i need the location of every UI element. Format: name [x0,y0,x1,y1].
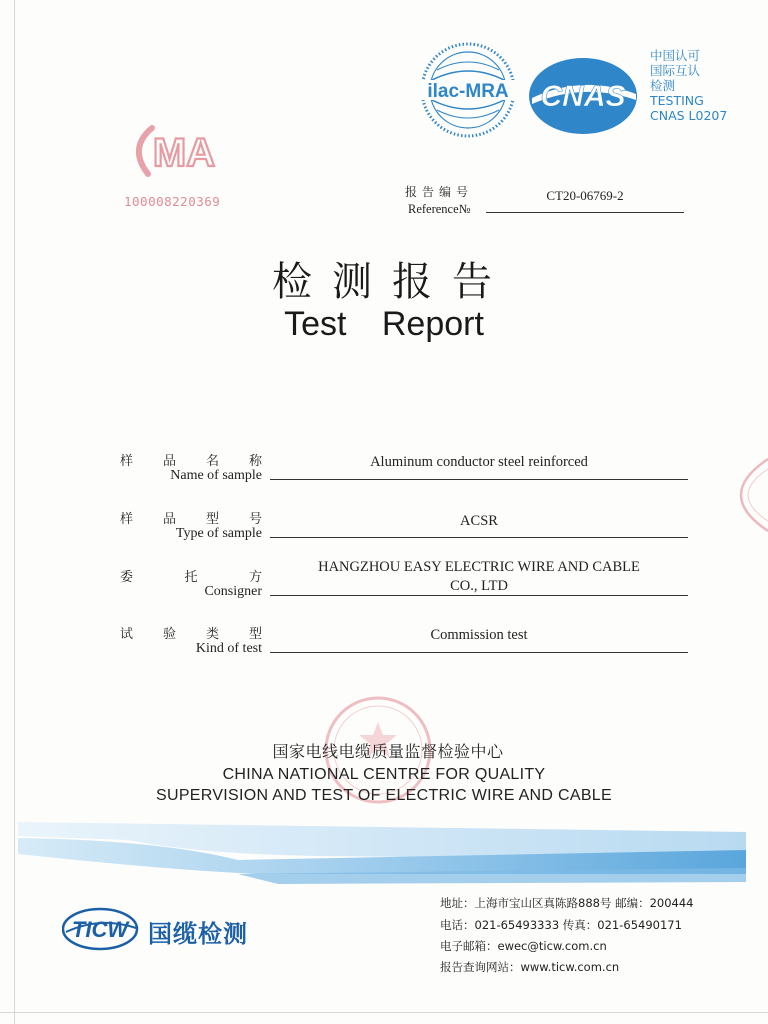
sample-type-label-cn [120,508,262,527]
consigner-label-cn [120,566,262,585]
cma-number: 100008220369 [124,194,221,209]
value-line: HANGZHOU EASY ELECTRIC WIRE AND CABLE [318,559,640,575]
reference-label-cn: 报告编号 [405,185,474,199]
cnas-line: CNAS L0207 [650,108,728,123]
test-kind-label-cn [120,623,262,642]
sample-name-underline [270,479,688,480]
page-edge-left [14,0,15,1024]
sample-type-underline [270,537,688,538]
label-char: 验 [162,627,176,642]
contact-website: 报告查询网站：www.ticw.com.cn [440,960,620,974]
sample-name-label-cn [120,450,262,469]
label-char: 名 [205,454,219,469]
cnas-logo [526,54,641,138]
value-line: CO., LTD [450,578,508,594]
label-char: 方 [248,570,262,585]
cnas-line: 检测 [650,78,676,93]
consigner-underline [270,595,688,596]
reference-label-en: Reference№ [408,202,471,216]
test-kind-underline [270,652,688,653]
cma-stamp-text: MA [152,131,216,175]
sample-name-label-en: Name of sample [170,468,262,483]
reference-underline [486,212,684,213]
cnas-logo-text: CNAS [540,80,626,113]
ticw-mark-text: TICW [71,917,129,942]
value-line: Aluminum conductor steel reinforced [370,454,588,470]
report-title-cn: 检测报告 [272,259,512,305]
page-edge-bottom [0,1012,768,1013]
report-title-en: Test Report [284,305,484,343]
contact-email: 电子邮箱：ewec@ticw.com.cn [440,939,607,953]
label-char: 型 [248,627,262,642]
value-line: Commission test [430,627,528,643]
test-kind-value [270,626,688,645]
reference-value: CT20-06769-2 [546,188,624,203]
label-char: 称 [248,454,262,469]
ilac-logo-text: ilac-MRA [427,81,509,102]
label-char: 型 [205,512,219,527]
cnas-line: 国际互认 [650,63,701,78]
label-char: 试 [120,627,134,642]
label-char: 委 [120,570,134,585]
label-char: 样 [120,512,134,527]
red-seal-edge [706,455,768,535]
label-char: 品 [162,454,176,469]
label-char: 号 [248,512,262,527]
value-line: ACSR [460,513,498,529]
ilac-mra-logo [415,40,521,140]
label-char: 托 [184,570,198,585]
cma-stamp [122,118,230,184]
sample-type-value [270,512,688,531]
sample-name-value [270,453,688,472]
test-kind-label-en: Kind of test [195,641,262,656]
contact-address: 地址：上海市宝山区真陈路888号 邮编：200444 [440,896,694,910]
cnas-line: TESTING [650,93,704,108]
label-char: 类 [205,627,219,642]
centre-name-cn: 国家电线电缆质量监督检验中心 [272,742,504,761]
label-char: 品 [162,512,176,527]
consigner-label-en: Consigner [204,584,262,599]
contact-phone-fax: 电话：021-65493333 传真：021-65490171 [440,918,682,932]
ticw-name: 国缆检测 [148,920,248,948]
centre-name-en-line2: SUPERVISION AND TEST OF ELECTRIC WIRE AND CABLE [156,787,612,804]
centre-name-en-line1: CHINA NATIONAL CENTRE FOR QUALITY [222,766,546,783]
decorative-blue-band [18,810,746,900]
cnas-accreditation-text [650,48,727,123]
consigner-value [270,558,688,596]
sample-type-label-en: Type of sample [175,526,262,541]
label-char: 样 [120,454,134,469]
cnas-line: 中国认可 [650,48,701,63]
